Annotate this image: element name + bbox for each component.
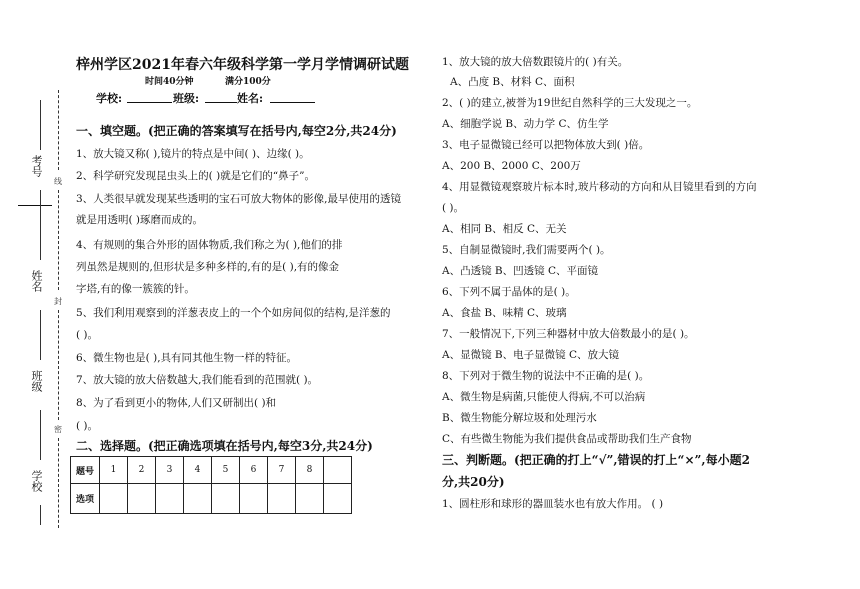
choice-q5: 5、自制显微镜时,我们需要两个( )。 xyxy=(442,244,611,256)
exam-number-label: 考号 xyxy=(30,155,43,177)
answer-cell-3[interactable] xyxy=(156,484,184,514)
choice-q8: 8、下列对于微生物的说法中不正确的是( )。 xyxy=(442,370,650,382)
judge-q1: 1、圆柱形和球形的器皿装水也有放大作用。 ( ) xyxy=(442,498,664,510)
school-field[interactable] xyxy=(127,102,172,103)
answer-cell-empty[interactable] xyxy=(324,484,352,514)
choice-q6-options: A、食盐 B、味精 C、玻璃 xyxy=(442,307,567,319)
choice-q1: 1、放大镜的放大倍数跟镜片的( )有关。 xyxy=(442,56,629,68)
binding-line-2 xyxy=(40,190,41,260)
binding-line-4 xyxy=(40,410,41,460)
class-field-label: 班级: xyxy=(173,92,200,105)
choice-q6: 6、下列不属于晶体的是( )。 xyxy=(442,286,576,298)
choice-q4-options: A、相同 B、相反 C、无关 xyxy=(442,223,567,235)
choice-section-heading: 二、选择题。(把正确选项填在括号内,每空3分,共24分) xyxy=(76,439,373,453)
fill-q8-line2: ( )。 xyxy=(76,420,99,432)
school-label: 学校 xyxy=(30,470,43,492)
class-field[interactable] xyxy=(205,102,237,103)
answer-cell-8[interactable] xyxy=(296,484,324,514)
seal-line-3 xyxy=(58,310,59,420)
answer-cell-4[interactable] xyxy=(184,484,212,514)
seal-mark-line: 线 xyxy=(54,177,62,186)
fill-q4-line2: 列虽然是规则的,但形状是多种多样的,有的是( ),有的像金 xyxy=(76,261,340,273)
seal-line-1 xyxy=(58,90,59,170)
fill-q5-line1: 5、我们利用观察到的洋葱表皮上的一个个如房间似的结构,是洋葱的 xyxy=(76,307,391,319)
choice-q3-options: A、200 B、2000 C、200万 xyxy=(442,160,581,172)
exam-time: 时间40分钟 xyxy=(145,77,194,87)
answer-number-7: 7 xyxy=(268,457,296,484)
fill-q3-line2: 就是用透明( )琢磨而成的。 xyxy=(76,214,204,226)
exam-score: 满分100分 xyxy=(225,77,271,87)
seal-mark-seal: 封 xyxy=(54,297,62,306)
answer-table-number-header: 题号 xyxy=(71,457,100,484)
student-name-label: 姓名 xyxy=(30,270,43,292)
answer-cell-6[interactable] xyxy=(240,484,268,514)
name-field-label: 姓名: xyxy=(237,92,264,105)
choice-q3: 3、电子显微镜已经可以把物体放大到( )倍。 xyxy=(442,139,650,151)
judge-section-heading-2: 分,共20分) xyxy=(442,475,505,489)
choice-q8-option-c: C、有些微生物能为我们提供食品或帮助我们生产食物 xyxy=(442,433,692,445)
fill-q5-line2: ( )。 xyxy=(76,329,99,341)
fill-q1: 1、放大镜又称( ),镜片的特点是中间( )、边缘( )。 xyxy=(76,148,310,160)
choice-q7-options: A、显微镜 B、电子显微镜 C、放大镜 xyxy=(442,349,620,361)
answer-cell-5[interactable] xyxy=(212,484,240,514)
answer-number-empty xyxy=(324,457,352,484)
seal-line-2 xyxy=(58,190,59,290)
name-field[interactable] xyxy=(270,102,315,103)
fill-q3-line1: 3、人类很早就发现某些透明的宝石可放大物体的影像,最早使用的透镜 xyxy=(76,193,402,205)
judge-section-heading-1: 三、判断题。(把正确的打上“√”,错误的打上“×”,每小题2 xyxy=(442,453,750,467)
choice-q4-line2: ( )。 xyxy=(442,202,465,214)
answer-cell-1[interactable] xyxy=(100,484,128,514)
answer-number-2: 2 xyxy=(128,457,156,484)
answer-table-option-header: 选项 xyxy=(71,484,100,514)
choice-q2: 2、( )的建立,被誉为19世纪自然科学的三大发现之一。 xyxy=(442,97,698,109)
answer-number-6: 6 xyxy=(240,457,268,484)
fill-q4-line3: 字塔,有的像一簇簇的针。 xyxy=(76,283,195,295)
answer-cell-2[interactable] xyxy=(128,484,156,514)
fill-q8-line1: 8、为了看到更小的物体,人们又研制出( )和 xyxy=(76,397,277,409)
fill-section-heading: 一、填空题。(把正确的答案填写在括号内,每空2分,共24分) xyxy=(76,124,397,138)
choice-q7: 7、一般情况下,下列三种器材中放大倍数最小的是( )。 xyxy=(442,328,695,340)
answer-number-8: 8 xyxy=(296,457,324,484)
choice-q2-options: A、细胞学说 B、动力学 C、仿生学 xyxy=(442,118,609,130)
answer-number-3: 3 xyxy=(156,457,184,484)
answer-number-5: 5 xyxy=(212,457,240,484)
answer-number-4: 4 xyxy=(184,457,212,484)
answer-table-number-row xyxy=(71,457,352,484)
fill-q7: 7、放大镜的放大倍数越大,我们能看到的范围就( )。 xyxy=(76,374,319,386)
seal-mark-secret: 密 xyxy=(54,425,62,434)
binding-line-5 xyxy=(40,505,41,525)
choice-q5-options: A、凸透镜 B、凹透镜 C、平面镜 xyxy=(442,265,599,277)
binding-line-1 xyxy=(40,100,41,150)
fill-q4-line1: 4、有规则的集合外形的固体物质,我们称之为( ),他们的排 xyxy=(76,239,343,251)
answer-number-1: 1 xyxy=(100,457,128,484)
choice-q8-option-a: A、微生物是病菌,只能使人得病,不可以治病 xyxy=(442,391,646,403)
fill-q2: 2、科学研究发现昆虫头上的( )就是它们的“鼻子”。 xyxy=(76,170,315,182)
choice-q4-line1: 4、用显微镜观察玻片标本时,玻片移动的方向和从目镜里看到的方向 xyxy=(442,181,757,193)
choice-q8-option-b: B、微生物能分解垃圾和处理污水 xyxy=(442,412,597,424)
answer-table-option-row xyxy=(71,484,352,514)
class-label: 班级 xyxy=(30,370,43,392)
seal-line-4 xyxy=(58,438,59,528)
school-field-label: 学校: xyxy=(96,92,123,105)
exam-number-line xyxy=(18,205,52,206)
choice-q1-options: A、凸度 B、材料 C、面积 xyxy=(450,76,575,88)
answer-table xyxy=(70,456,352,514)
answer-cell-7[interactable] xyxy=(268,484,296,514)
binding-line-3 xyxy=(40,310,41,360)
fill-q6: 6、微生物也是( ),具有同其他生物一样的特征。 xyxy=(76,352,298,364)
exam-title: 梓州学区2021年春六年级科学第一学月学情调研试题 xyxy=(76,57,409,73)
